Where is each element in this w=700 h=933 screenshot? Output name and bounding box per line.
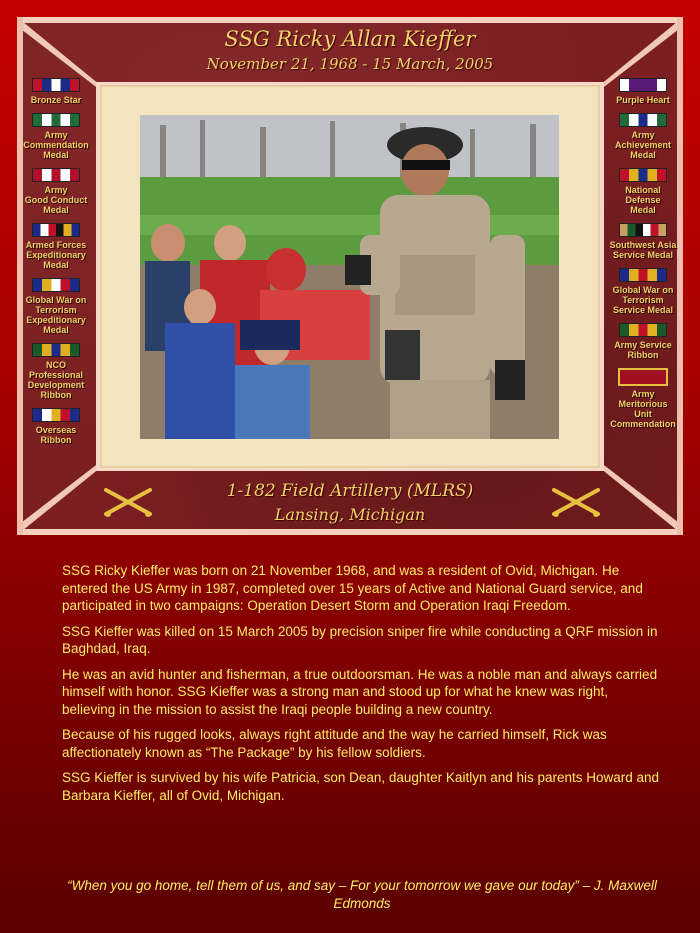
ribbon-item [603, 78, 683, 105]
ribbon-bar [32, 343, 80, 357]
ribbon-label: Armed Forces Expeditionary Medal [25, 240, 87, 270]
ribbon-label: Global War on Terrorism Expeditionary Medal [25, 295, 87, 335]
ribbon-bar [618, 368, 668, 386]
crossed-cannons-icon [100, 484, 156, 520]
bio-paragraph-nickname: Because of his rugged looks, always right attitude and the way he carried himself, Rick was affectionately known as “The Package” by his fellow soldiers. [62, 727, 607, 760]
ribbon-item [603, 323, 683, 360]
ribbon-label: NCO Professional Development Ribbon [27, 360, 85, 400]
ribbon-item [16, 408, 96, 445]
ribbon-item [603, 368, 683, 429]
memorial-photo [140, 115, 559, 439]
ribbon-item [16, 168, 96, 215]
ribbon-bar [619, 323, 667, 337]
bio-paragraph-death: SSG Kieffer was killed on 15 March 2005 by precision sniper fire while conducting a QRF mission in Baghdad, Iraq. [62, 623, 658, 656]
unit-location: Lansing, Michigan [274, 505, 426, 524]
ribbon-label: Southwest Asia Service Medal [609, 240, 677, 260]
ribbon-item [16, 343, 96, 400]
bio-paragraph-birth: SSG Ricky Kieffer was born on 21 November 1968, and was a resident of Ovid, Michigan. He entered the US Army in 1987, completed over 15 years of Active and National Guard service, and participated in two campaigns: Operation Desert Storm and Operation Iraqi Freedom. [62, 563, 643, 613]
ribbon-bar [32, 408, 80, 422]
memorial-dates: November 21, 1968 - 15 March, 2005 [206, 55, 494, 73]
ribbon-item [603, 168, 683, 215]
biography [62, 562, 662, 812]
bio-paragraph-character: He was an avid hunter and fisherman, a true outdoorsman. He was a noble man and always carried himself with honor. SSG Kieffer was a strong man and stood up for what he knew was right, believing in the mission to assist the Iraqi people building a new country. [62, 666, 658, 717]
memorial-quote: “When you go home, tell them of us, and say – For your tomorrow we gave our today” – J. Maxwell Edmonds [67, 878, 657, 911]
ribbon-label: Army Good Conduct Medal [24, 185, 88, 215]
ribbon-item [16, 78, 96, 105]
bio-paragraph-survivors: SSG Kieffer is survived by his wife Patricia, son Dean, daughter Kaitlyn and his parents Howard and Barbara Kieffer, all of Ovid, Michigan. [62, 770, 660, 803]
ribbon-label: Bronze Star [30, 95, 82, 105]
ribbon-item [603, 268, 683, 315]
ribbons-left [16, 78, 96, 453]
ribbon-item [16, 113, 96, 160]
ribbon-item [16, 278, 96, 335]
ribbon-label: Army Achievement Medal [614, 130, 672, 160]
ribbon-label: Army Meritorious Unit Commendation [610, 389, 676, 429]
ribbon-bar [32, 78, 80, 92]
ribbon-label: Army Service Ribbon [614, 340, 672, 360]
ribbon-bar [32, 168, 80, 182]
memorial-name: SSG Ricky Allan Kieffer [224, 27, 476, 51]
ribbon-bar [619, 78, 667, 92]
ribbon-label: National Defense Medal [625, 185, 661, 215]
ribbon-bar [619, 223, 667, 237]
crossed-cannons-icon [548, 484, 604, 520]
ribbon-bar [619, 268, 667, 282]
ribbon-bar [619, 168, 667, 182]
ribbon-item [603, 223, 683, 260]
ribbon-label: Purple Heart [616, 95, 670, 105]
ribbon-bar [619, 113, 667, 127]
ribbon-label: Overseas Ribbon [35, 425, 77, 445]
ribbons-right [603, 78, 683, 437]
ribbon-item [603, 113, 683, 160]
ribbon-bar [32, 278, 80, 292]
unit-name: 1-182 Field Artillery (MLRS) [226, 481, 474, 501]
ribbon-bar [32, 113, 80, 127]
ribbon-item [16, 223, 96, 270]
ribbon-bar [32, 223, 80, 237]
ribbon-label: Army Commendation Medal [23, 130, 89, 160]
ribbon-label: Global War on Terrorism Service Medal [612, 285, 674, 315]
